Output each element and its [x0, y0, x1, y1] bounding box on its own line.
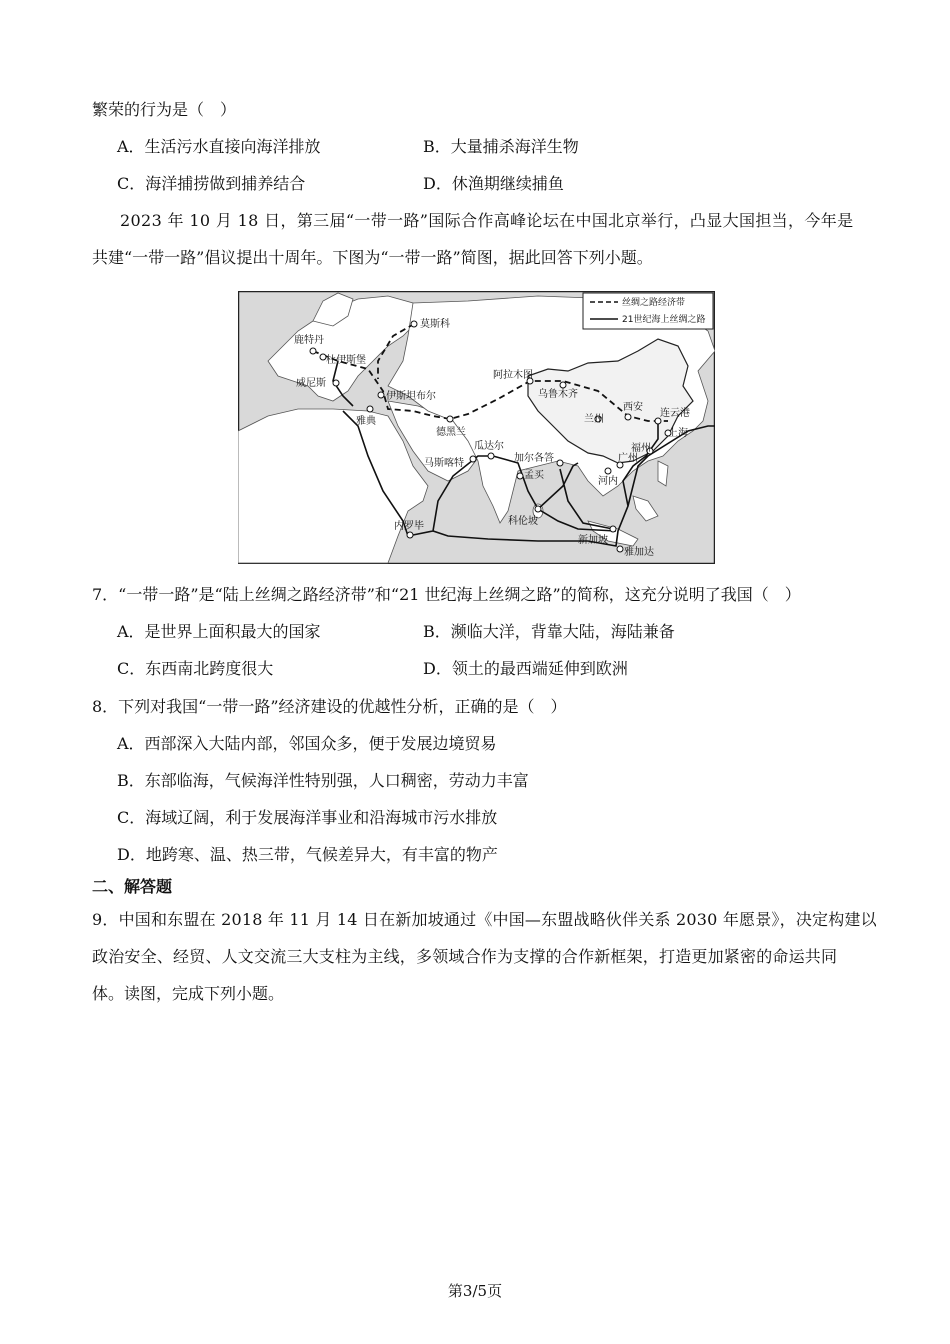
q6-option-b: B．大量捕杀海洋生物	[423, 137, 579, 156]
intro-paragraph-line1: 2023 年 10 月 18 日，第三届“一带一路”国际合作高峰论坛在中国北京举行，凸显大国担当，今年是	[120, 211, 854, 230]
q7-option-b: B．濒临大洋，背靠大陆，海陆兼备	[423, 622, 675, 641]
city-label-hanoi: 河内	[598, 476, 618, 487]
intro-paragraph-line2: 共建“一带一路”倡议提出十周年。下图为“一带一路”简图，据此回答下列小题。	[92, 248, 653, 267]
city-label-athens: 雅典	[356, 416, 376, 427]
city-label-lianyungang: 连云港	[660, 408, 690, 419]
city-label-kolkata: 加尔各答	[514, 453, 554, 464]
city-label-rotterdam: 鹿特丹	[294, 335, 324, 346]
q7-stem: 7．“一带一路”是“陆上丝绸之路经济带”和“21 世纪海上丝绸之路”的简称，这充分说明了我国（ ）	[92, 585, 801, 604]
city-label-xian: 西安	[623, 402, 643, 413]
city-label-jakarta: 雅加达	[624, 547, 654, 558]
section-heading-answer-questions: 二、解答题	[92, 877, 173, 896]
q6-option-c: C．海洋捕捞做到捕养结合	[117, 174, 306, 193]
city-label-muscat: 马斯喀特	[424, 458, 464, 469]
belt-and-road-map	[238, 291, 715, 564]
city-label-gwadar: 瓜达尔	[474, 441, 504, 452]
city-label-shanghai: 上海	[668, 428, 688, 439]
q9-line1: 9．中国和东盟在 2018 年 11 月 14 日在新加坡通过《中国—东盟战略伙伴关系 2030 年愿景》，决定构建以	[92, 910, 877, 929]
map-legend	[583, 293, 713, 329]
q6-option-a: A．生活污水直接向海洋排放	[117, 137, 321, 156]
city-label-fuzhou: 福州	[631, 443, 651, 454]
q6-option-d: D．休渔期继续捕鱼	[423, 174, 564, 193]
city-label-colombo: 科伦坡	[508, 516, 538, 527]
q7-option-d: D．领土的最西端延伸到欧洲	[423, 659, 628, 678]
city-label-nairobi: 内罗毕	[394, 521, 424, 532]
city-label-moscow: 莫斯科	[420, 319, 450, 330]
city-label-mumbai: 孟买	[524, 470, 544, 481]
q8-option-d: D．地跨寒、温、热三带，气候差异大，有丰富的物产	[117, 845, 498, 864]
page-footer: 第3/5页	[447, 1282, 503, 1300]
q7-option-a: A．是世界上面积最大的国家	[117, 622, 321, 641]
q8-stem: 8．下列对我国“一带一路”经济建设的优越性分析，正确的是（ ）	[92, 697, 567, 716]
q9-line2: 政治安全、经贸、人文交流三大支柱为主线，多领域合作为支撑的合作新框架，打造更加紧密的命运共同	[92, 947, 838, 966]
q6-tail: 繁荣的行为是（ ）	[92, 100, 237, 119]
legend-sea-route-label: 21世纪海上丝绸之路	[622, 315, 706, 325]
city-label-almaty: 阿拉木图	[493, 370, 533, 381]
city-label-guangzhou: 广州	[618, 453, 638, 464]
city-label-urumqi: 乌鲁木齐	[538, 389, 578, 400]
q8-option-b: B．东部临海，气候海洋性特别强，人口稠密，劳动力丰富	[117, 771, 529, 790]
city-label-duisburg: 杜伊斯堡	[326, 355, 366, 366]
q8-option-a: A．西部深入大陆内部，邻国众多，便于发展边境贸易	[117, 734, 497, 753]
q8-option-c: C．海域辽阔，利于发展海洋事业和沿海城市污水排放	[117, 808, 498, 827]
city-label-venice: 威尼斯	[296, 378, 326, 389]
q7-option-c: C．东西南北跨度很大	[117, 659, 274, 678]
city-label-singapore: 新加坡	[578, 535, 608, 546]
legend-land-route-label: 丝绸之路经济带	[622, 298, 686, 308]
city-label-istanbul: 伊斯坦布尔	[386, 391, 436, 402]
city-label-tehran: 德黑兰	[436, 427, 466, 438]
q9-line3: 体。读图，完成下列小题。	[92, 984, 285, 1003]
city-label-lanzhou: 兰州	[584, 414, 604, 425]
